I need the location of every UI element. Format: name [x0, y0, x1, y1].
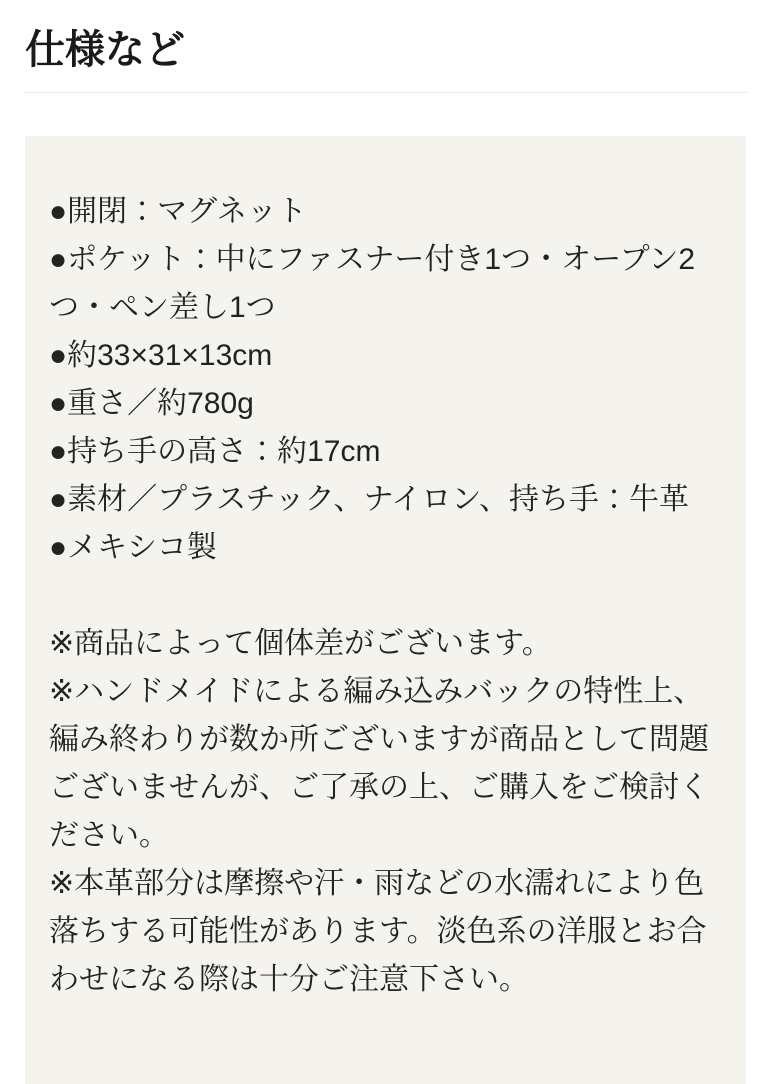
spec-line: ●約33×31×13cm [49, 339, 273, 372]
spec-line: つ・ペン差し1つ [49, 291, 276, 324]
spec-line: ●開閉：マグネット [49, 195, 307, 228]
spec-card [25, 136, 746, 1084]
note-line: ※本革部分は摩擦や汗・雨などの水濡れにより色 [49, 867, 705, 900]
note-line: 落ちする可能性があります。淡色系の洋服とお合 [49, 915, 707, 948]
spec-list [49, 188, 722, 572]
section-divider [25, 92, 747, 93]
spec-line: ●持ち手の高さ：約17cm [49, 435, 381, 468]
spec-line: ●重さ／約780g [49, 387, 254, 420]
note-line: ※商品によって個体差がございます。 [49, 627, 552, 660]
spec-line: ●ポケット：中にファスナー付き1つ・オープン2 [49, 243, 696, 276]
spec-line: ●メキシコ製 [49, 531, 217, 564]
section-title: 仕様など [25, 28, 185, 72]
note-line: ださい。 [49, 819, 169, 852]
notes-list [49, 620, 722, 1004]
note-line: ※ハンドメイドによる編み込みバックの特性上、 [49, 675, 704, 708]
spec-line: ●素材／プラスチック、ナイロン、持ち手：牛革 [49, 483, 690, 516]
note-line: 編み終わりが数か所ございますが商品として問題 [49, 723, 709, 756]
note-line: わせになる際は十分ご注意下さい。 [49, 963, 529, 996]
note-line: ございませんが、ご了承の上、ご購入をご検討く [49, 771, 709, 804]
